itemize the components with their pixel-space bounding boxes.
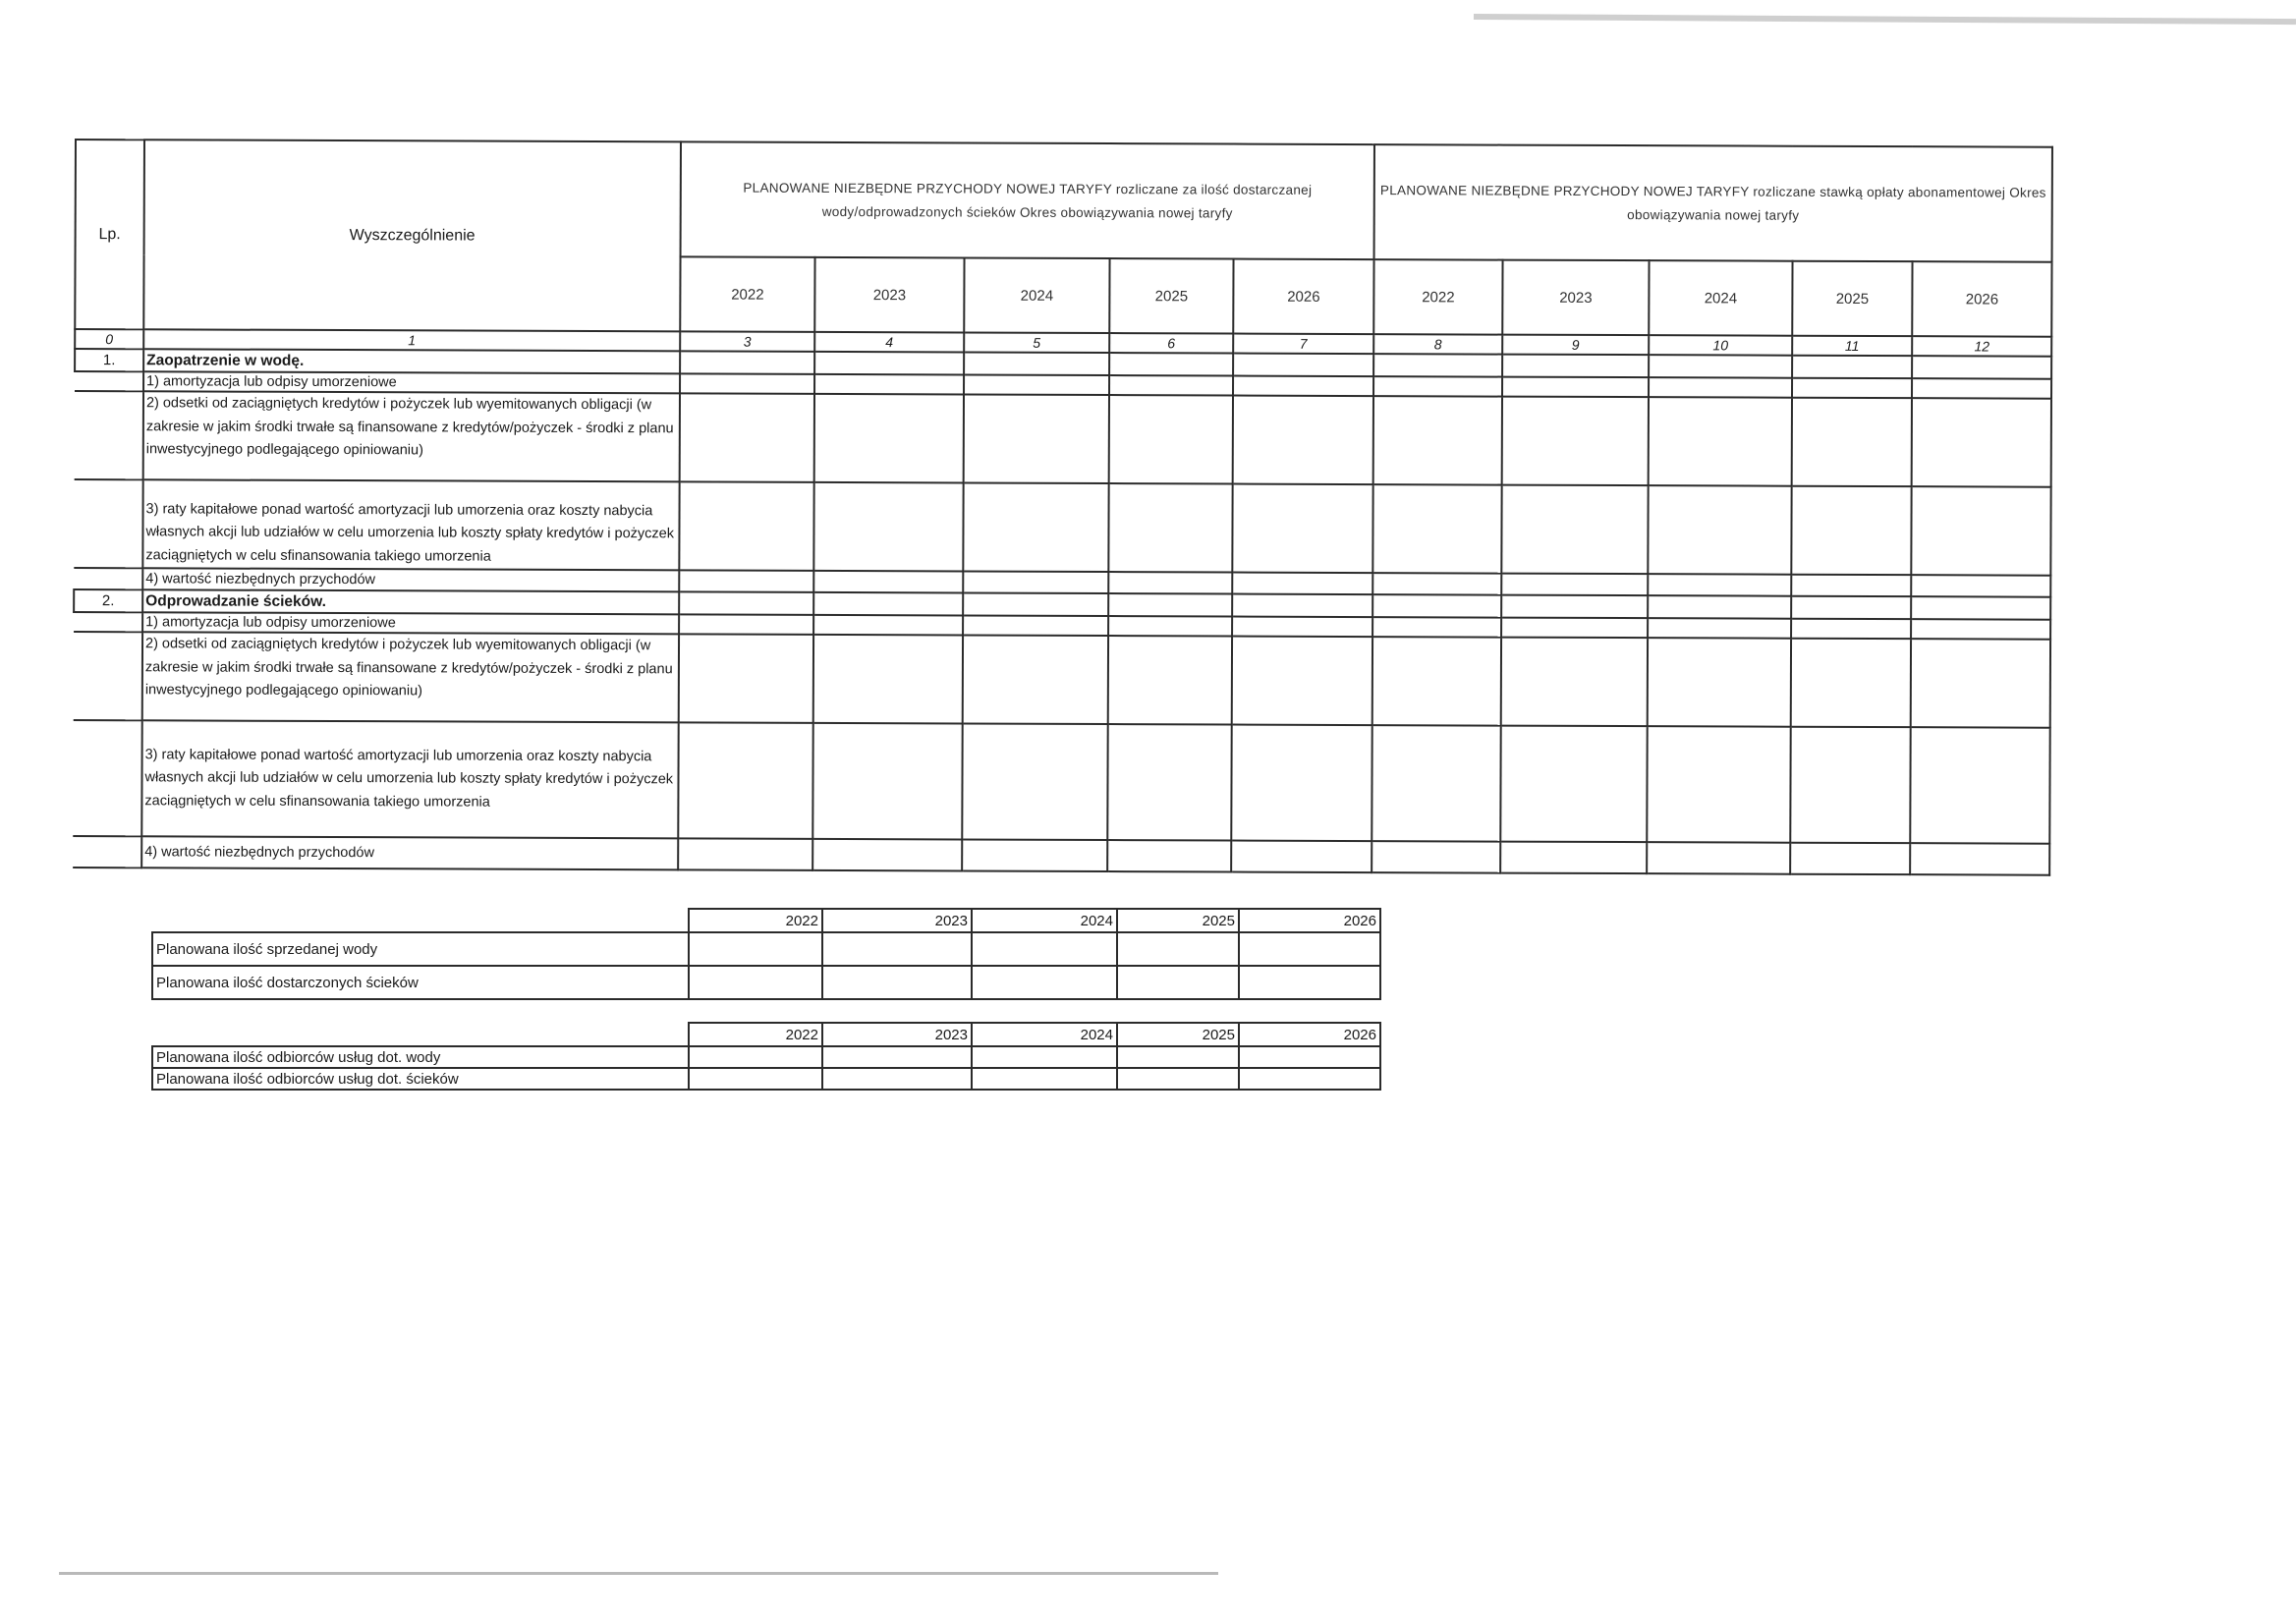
column-index: 9 xyxy=(1502,335,1649,356)
header-row xyxy=(76,140,2053,262)
volume-revenue-header: PLANOWANE NIEZBĘDNE PRZYCHODY NOWEJ TARYFY rozliczane za ilość dostarczanej wody/odprowadzonych ścieków Okres obowiązywania nowej taryfy xyxy=(681,141,1374,259)
table-row xyxy=(75,391,2051,487)
row-label: 4) wartość niezbędnych przychodów xyxy=(141,836,678,869)
years-row xyxy=(152,1023,1380,1046)
column-index: 10 xyxy=(1649,335,1792,356)
scan-edge-bottom xyxy=(59,1572,1218,1575)
row-label: 3) raty kapitałowe ponad wartość amortyzacji lub umorzenia oraz koszty nabycia własnych akcji lub udziałów w celu umorzenia lub koszty spłaty kredytów i pożyczek zaciągniętych w celu sfinansowania takiego umorzenia xyxy=(142,479,679,570)
column-index: 1 xyxy=(143,329,680,351)
row-label: Planowana ilość odbiorców usług dot. wody xyxy=(152,1046,689,1068)
year-cell: 2023 xyxy=(1502,260,1649,336)
row-label: Planowana ilość dostarczonych ścieków xyxy=(152,966,689,999)
section-number: 1. xyxy=(75,349,143,371)
description-header: Wyszczególnienie xyxy=(143,140,681,331)
row-label: Planowana ilość odbiorców usług dot. ścieków xyxy=(152,1068,689,1090)
table-row xyxy=(152,966,1380,999)
year-cell: 2022 xyxy=(689,909,822,932)
column-index: 0 xyxy=(75,329,143,349)
row-label: 1) amortyzacja lub odpisy umorzeniowe xyxy=(142,612,679,634)
column-index: 6 xyxy=(1109,333,1233,353)
column-index: 5 xyxy=(964,332,1109,353)
year-cell: 2024 xyxy=(972,909,1117,932)
year-cell: 2024 xyxy=(972,1023,1117,1046)
year-cell: 2025 xyxy=(1109,258,1233,333)
year-cell: 2023 xyxy=(814,257,964,333)
section-number: 2. xyxy=(74,589,142,612)
year-cell: 2023 xyxy=(822,1023,972,1046)
column-index: 4 xyxy=(814,332,964,353)
revenue-plan-table xyxy=(72,139,2053,876)
section-title: Zaopatrzenie w wodę. xyxy=(143,349,680,373)
column-index: 11 xyxy=(1792,336,1912,356)
years-row xyxy=(152,909,1380,932)
planned-recipients-table xyxy=(151,1022,1381,1091)
lp-header: Lp. xyxy=(75,140,144,329)
year-cell: 2022 xyxy=(689,1023,822,1046)
year-cell: 2025 xyxy=(1117,1023,1239,1046)
row-label: Planowana ilość sprzedanej wody xyxy=(152,932,689,966)
year-cell: 2022 xyxy=(1373,259,1502,335)
table-row xyxy=(73,836,2049,875)
table-row xyxy=(73,720,2050,844)
row-label: 2) odsetki od zaciągniętych kredytów i pożyczek lub wyemitowanych obligacji (w zakresie w jakim środki trwałe są finansowane z kredytów/pożyczek - środki z planu inwestycyjnego podlegającego opiniowaniu) xyxy=(143,391,680,481)
year-cell: 2023 xyxy=(822,909,972,932)
column-index: 8 xyxy=(1373,334,1502,355)
table-row xyxy=(74,479,2050,576)
row-label: 2) odsetki od zaciągniętych kredytów i pożyczek lub wyemitowanych obligacji (w zakresie w jakim środki trwałe są finansowane z kredytów/pożyczek - środki z planu inwestycyjnego podlegającego opiniowaniu) xyxy=(142,632,679,722)
year-cell: 2026 xyxy=(1233,259,1373,335)
table-row xyxy=(152,1046,1380,1068)
year-cell: 2024 xyxy=(964,257,1109,333)
subscription-revenue-header: PLANOWANE NIEZBĘDNE PRZYCHODY NOWEJ TARYFY rozliczane stawką opłaty abonamentowej Okres obowiązywania nowej taryfy xyxy=(1374,144,2052,262)
year-cell: 2026 xyxy=(1239,909,1380,932)
column-index: 7 xyxy=(1233,334,1373,355)
section-title: Odprowadzanie ścieków. xyxy=(142,589,679,614)
table-row xyxy=(152,932,1380,966)
year-cell: 2024 xyxy=(1649,260,1792,336)
year-cell: 2025 xyxy=(1117,909,1239,932)
year-cell: 2022 xyxy=(680,256,814,332)
planned-quantity-table xyxy=(151,908,1381,1000)
year-cell: 2026 xyxy=(1239,1023,1380,1046)
scan-edge-top xyxy=(1474,14,2296,25)
column-index: 3 xyxy=(680,331,814,352)
table-row xyxy=(74,632,2050,728)
table-row xyxy=(152,1068,1380,1090)
year-cell: 2025 xyxy=(1792,261,1912,336)
column-index: 12 xyxy=(1912,336,2051,357)
row-label: 1) amortyzacja lub odpisy umorzeniowe xyxy=(143,371,680,393)
row-label: 4) wartość niezbędnych przychodów xyxy=(142,568,679,591)
year-cell: 2026 xyxy=(1912,261,2051,337)
row-label: 3) raty kapitałowe ponad wartość amortyzacji lub umorzenia oraz koszty nabycia własnych akcji lub udziałów w celu umorzenia lub koszty spłaty kredytów i pożyczek zaciągniętych w celu sfinansowania takiego umorzenia xyxy=(141,720,678,838)
